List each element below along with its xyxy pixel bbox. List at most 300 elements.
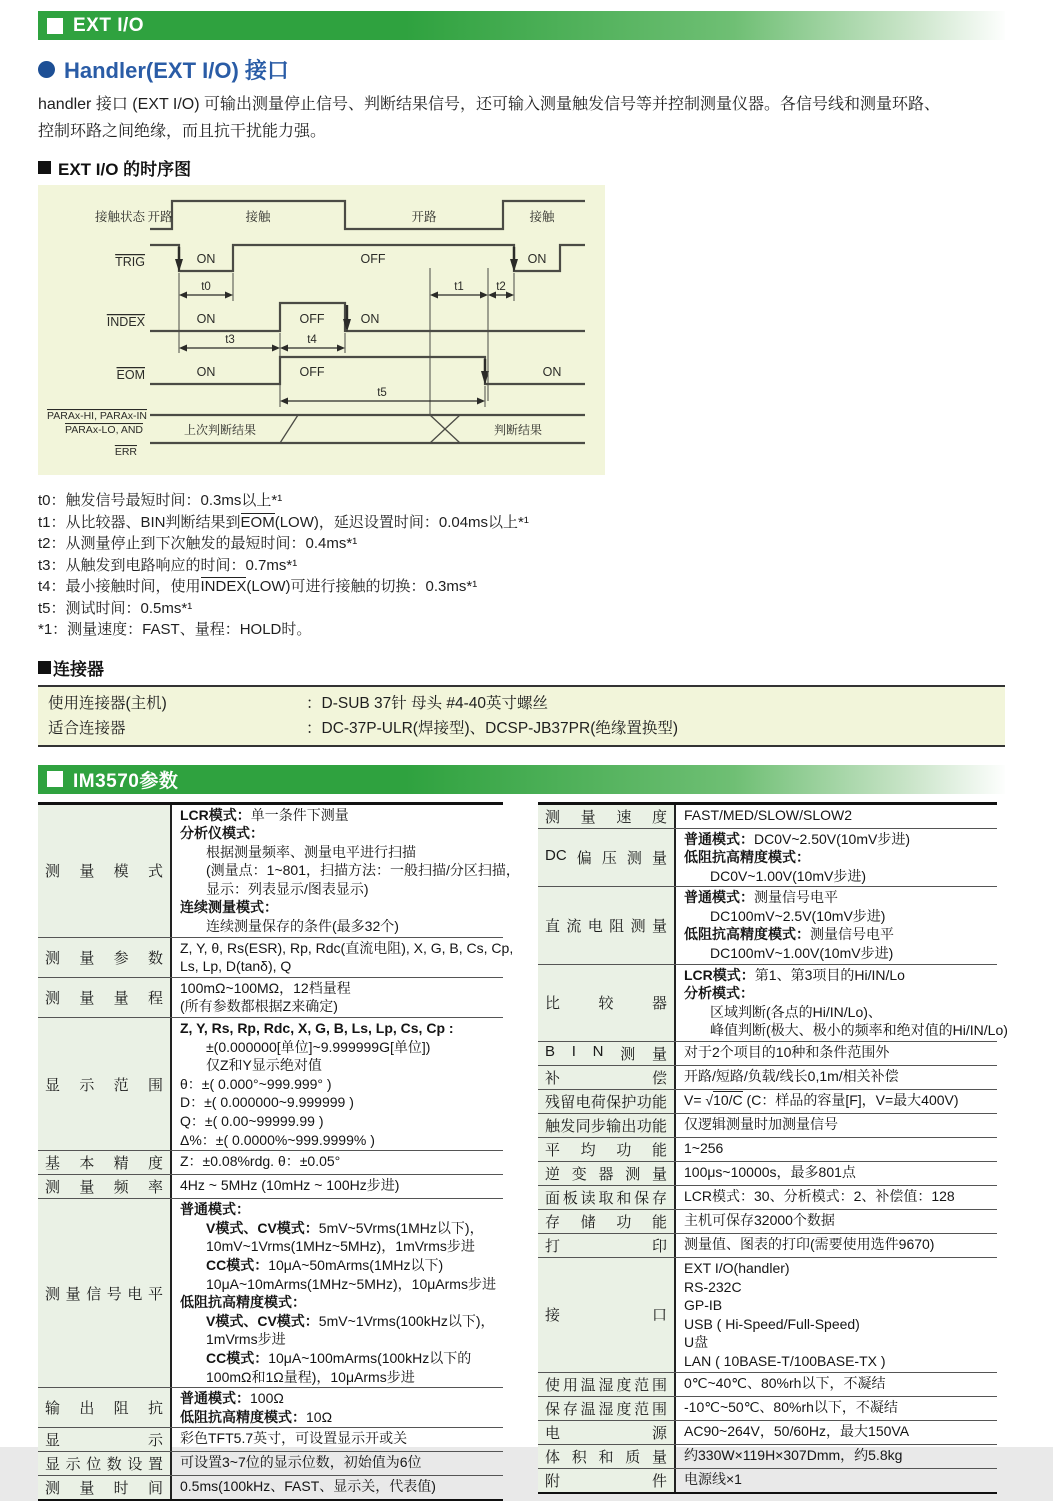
timing-notes: [38, 490, 1005, 641]
value-line: [684, 966, 1008, 985]
value-text: CC模式：: [206, 1257, 268, 1273]
value-line: [180, 1453, 495, 1472]
value-line: [684, 1021, 1008, 1040]
connector-heading-text: 连接器: [53, 655, 104, 680]
spec-row-value: [676, 1445, 997, 1468]
spec-row-label: [38, 1452, 172, 1475]
value-text: 低阻抗高精度模式：: [684, 849, 810, 865]
spec-row-value: [676, 1397, 997, 1420]
label-char: 基: [45, 1152, 60, 1173]
label-char: 电: [545, 1422, 560, 1443]
label-char: 能: [652, 1211, 667, 1232]
spec-row: [538, 1234, 997, 1258]
label-char: 保: [606, 1091, 621, 1112]
note-text: t4：最小接触时间，使用: [38, 578, 201, 595]
spec-row-label-text: [545, 1235, 667, 1256]
label-char: 精: [114, 1152, 129, 1173]
note-line: [38, 576, 1005, 598]
value-text: 约330W×119H×307Dmm，约5.8kg: [684, 1447, 902, 1463]
value-text: 普通模式：: [180, 1390, 250, 1406]
trig-off-label: OFF: [361, 252, 386, 266]
t2-label: t2: [496, 281, 506, 293]
label-char: 范: [114, 1074, 129, 1095]
spec-row: [538, 1114, 997, 1138]
value-text: 10μA~100mArms(100kHz以下的: [268, 1350, 471, 1366]
timing-diagram-heading: [38, 155, 1005, 180]
value-text: 开路/短路/负载/线长0,1m/相关补偿: [684, 1068, 899, 1084]
label-char: 示: [79, 1074, 94, 1095]
spec-row-label-text: [545, 1470, 667, 1491]
spec-row-label: [538, 1210, 676, 1233]
spec-row: [538, 1469, 997, 1492]
value-line: [684, 1003, 1008, 1022]
label-char: 量: [114, 987, 129, 1008]
value-line: [684, 925, 989, 944]
label-char: 电: [127, 1283, 142, 1304]
value-line: [180, 1093, 495, 1112]
label-char: 量: [652, 1163, 667, 1184]
value-line: [180, 939, 513, 958]
value-text: FAST/MED/SLOW/SLOW2: [684, 807, 852, 823]
value-line: [180, 1056, 495, 1075]
label-char: 测: [545, 806, 560, 827]
label-char: 压: [602, 847, 617, 868]
label-char: 量: [79, 987, 94, 1008]
value-line: [180, 824, 520, 843]
value-text: LCR模式：: [684, 967, 755, 983]
spec-table-right: [538, 802, 997, 1494]
label-char: 器: [598, 1163, 613, 1184]
value-text: 100mΩ~100MΩ，12档量程: [180, 980, 351, 996]
label-char: 功: [637, 1091, 652, 1112]
spec-row: [538, 805, 997, 829]
value-text: 仅逻辑测量时加测量信号: [684, 1116, 838, 1132]
value-text: 1~256: [684, 1140, 723, 1156]
label-char: 变: [572, 1163, 587, 1184]
label-char: 围: [148, 1074, 163, 1095]
spec-row: [538, 1210, 997, 1234]
spec-row-label: [38, 1175, 172, 1198]
value-line: [180, 1429, 495, 1448]
white-square-icon: [47, 18, 63, 34]
spec-row-label-text: [45, 1429, 163, 1450]
label-char: 保: [634, 1187, 649, 1208]
value-text: 10/C: [713, 1091, 743, 1108]
label-char: 程: [148, 987, 163, 1008]
spec-row-label-text: [545, 806, 667, 827]
label-char: 能: [652, 1139, 667, 1160]
trig-on1-label: ON: [197, 252, 216, 266]
note-text: t2：从测量停止到下次触发的最短时间：0.4ms*¹: [38, 535, 357, 552]
spec-row-value: [172, 1388, 503, 1427]
para-result-label: 判断结果: [494, 422, 542, 437]
spec-row-value: [676, 1234, 997, 1257]
value-line: [684, 1043, 989, 1062]
spec-row-value: [676, 805, 997, 828]
spec-row-label-text: [45, 860, 163, 881]
value-text: (所有参数都根据Z来确定): [180, 998, 338, 1014]
spec-row-value: [172, 1428, 503, 1451]
t5-label: t5: [377, 387, 387, 399]
contact-open2-label: 开路: [411, 210, 437, 224]
spec-row-label-text: [545, 1211, 667, 1232]
label-char: 数: [107, 1453, 122, 1474]
label-char: 出: [621, 1115, 636, 1136]
value-text: 10Ω: [306, 1409, 332, 1425]
label-char: 输: [606, 1115, 621, 1136]
value-text: 10mV~1Vrms(1MHz~5MHz)，1mVrms步进: [206, 1238, 475, 1254]
spec-row-label-text: [545, 1115, 667, 1136]
trig-on2-label: ON: [528, 252, 547, 266]
label-char: 号: [107, 1283, 122, 1304]
value-text: 显示：列表显示/图表显示): [206, 881, 369, 897]
label-char: 功: [616, 1139, 631, 1160]
value-text: V模式、CV模式：: [206, 1220, 319, 1236]
label-char: 印: [652, 1235, 667, 1256]
label-char: I: [572, 1043, 576, 1064]
label-char: 时: [114, 1477, 129, 1498]
value-line: [684, 1115, 989, 1134]
value-line: [684, 1315, 989, 1334]
value-line: [684, 867, 989, 886]
value-line: [684, 1374, 989, 1393]
spec-row-label-text: [545, 1043, 667, 1064]
label-char: 显: [45, 1453, 60, 1474]
spec-row: [538, 1421, 997, 1445]
spec-row-label: [538, 1234, 676, 1257]
label-char: 数: [148, 947, 163, 968]
value-line: [180, 898, 520, 917]
spec-row-label-text: [545, 1067, 667, 1088]
label-char: 湿: [598, 1398, 613, 1419]
value-text: 普通模式：: [180, 1201, 250, 1217]
value-line: [180, 1219, 496, 1238]
value-line: [180, 1312, 496, 1331]
contact-open1-label: 开路: [147, 210, 173, 224]
label-char: 读: [581, 1187, 596, 1208]
para-prev-label: 上次判断结果: [184, 422, 256, 437]
index-on1-label: ON: [197, 312, 216, 326]
label-char: 温: [581, 1398, 596, 1419]
value-text: 测量信号电平: [810, 926, 894, 942]
spec-row-label: [538, 1258, 676, 1372]
spec-row-label: [538, 1066, 676, 1089]
spec-row-label-text: [45, 1477, 163, 1498]
value-line: [180, 1368, 496, 1387]
spec-row-value: [172, 1151, 503, 1174]
label-char: 器: [652, 992, 667, 1013]
label-char: 接: [545, 1304, 560, 1325]
value-text: 测量信号电平: [754, 889, 838, 905]
spec-row-value: [172, 1452, 503, 1475]
value-text: V模式、CV模式：: [206, 1313, 319, 1329]
label-char: 测: [625, 1163, 640, 1184]
index-off-label: OFF: [300, 312, 325, 326]
label-char: 偿: [652, 1067, 667, 1088]
label-char: 度: [148, 1152, 163, 1173]
note-line: [38, 490, 1005, 512]
value-text: LAN ( 10BASE-T/100BASE-TX ): [684, 1353, 886, 1369]
spec-row-label: [538, 829, 676, 887]
spec-row: [38, 1452, 503, 1476]
value-line: [180, 1112, 495, 1131]
spec-row-label-text: [545, 915, 667, 936]
t4-label: t4: [307, 334, 317, 346]
label-char: 测: [627, 847, 642, 868]
label-char: 电: [576, 1091, 591, 1112]
spec-row-value: [676, 1373, 997, 1396]
spec-row-value: [172, 938, 521, 977]
value-line: [180, 917, 520, 936]
spec-row-label: [538, 1445, 676, 1468]
value-line: [180, 1075, 495, 1094]
spec-row-label: [538, 887, 676, 963]
signal-label-para-1: PARAx-HI, PARAx-IN: [47, 410, 147, 422]
value-text: 连续测量模式：: [180, 899, 278, 915]
spec-row-label: [538, 1469, 676, 1492]
label-char: 信: [86, 1283, 101, 1304]
value-text: 区域判断(各点的Hi/IN/Lo)、: [710, 1004, 882, 1020]
label-char: 和: [616, 1187, 631, 1208]
note-overlined-text: EOM: [241, 513, 275, 531]
label-char: 模: [114, 860, 129, 881]
value-line: [180, 1477, 495, 1496]
spec-row-label: [38, 1199, 172, 1387]
value-line: [180, 1131, 495, 1150]
spec-row-label-text: [45, 1176, 163, 1197]
value-line: [684, 1139, 989, 1158]
label-char: 测: [620, 1043, 635, 1064]
bullet-icon: [38, 61, 55, 78]
note-line: [38, 533, 1005, 555]
label-char: 偏: [577, 847, 592, 868]
label-char: 频: [114, 1176, 129, 1197]
label-char: 口: [652, 1304, 667, 1325]
contact-touch1-label: 接触: [245, 209, 271, 224]
value-text: 1mVrms步进: [206, 1331, 286, 1347]
value-line: [684, 1211, 989, 1230]
value-line: [684, 1163, 989, 1182]
label-char: 温: [581, 1374, 596, 1395]
spec-row-label-text: [45, 947, 163, 968]
timing-diagram: [38, 185, 605, 475]
spec-row: [538, 1258, 997, 1373]
black-square-icon: [38, 161, 51, 174]
value-text: Z, Y, Rs, Rp, Rdc, X, G, B, Ls, Lp, Cs, Cp :: [180, 1020, 454, 1036]
connector-heading: [38, 655, 1005, 680]
value-text: Ls, Lp, D(tanδ), Q: [180, 958, 291, 974]
label-char: 量: [652, 1446, 667, 1467]
value-line: [180, 997, 495, 1016]
label-char: 测: [45, 947, 60, 968]
spec-row: [538, 1090, 997, 1114]
label-char: 均: [581, 1139, 596, 1160]
note-text: t3：从触发到电路响应的时间：0.7ms*¹: [38, 557, 297, 574]
label-char: 残: [545, 1091, 560, 1112]
label-char: 量: [66, 1283, 81, 1304]
label-char: 功: [616, 1211, 631, 1232]
value-text: 可设置3~7位的显示位数，初始值为6位: [180, 1454, 422, 1470]
label-char: 平: [545, 1139, 560, 1160]
label-char: 量: [581, 806, 596, 827]
label-char: 范: [634, 1398, 649, 1419]
spec-row: [538, 965, 997, 1042]
contact-touch2-label: 接触: [529, 209, 555, 224]
value-line: [180, 1256, 496, 1275]
value-text: (测量点：1~801，扫描方法：一般扫描/分区扫描，: [206, 862, 520, 878]
spec-row: [538, 1397, 997, 1421]
label-char: DC: [545, 847, 567, 868]
spec-row-label-text: [545, 1422, 667, 1443]
description-line: handler 接口 (EXT I/O) 可输出测量停止信号、判断结果信号，还可输入测量触发信号等并控制测量仪器。各信号线和测量环路、: [38, 91, 1005, 118]
connector-row: [48, 716, 995, 741]
label-char: 测: [45, 1477, 60, 1498]
label-char: 量: [652, 915, 667, 936]
label-char: 积: [572, 1446, 587, 1467]
value-text: RS-232C: [684, 1279, 742, 1295]
spec-row-label-text: [545, 1139, 667, 1160]
spec-row-label: [538, 965, 676, 1041]
spec-row-label-text: [45, 1283, 163, 1304]
value-text: 0.5ms(100kHz、FAST、显示关，代表值): [180, 1478, 436, 1494]
t1-label: t1: [454, 281, 464, 293]
label-char: 逆: [545, 1163, 560, 1184]
value-line: [180, 861, 520, 880]
signal-label-index: INDEX: [107, 315, 146, 329]
label-char: 位: [86, 1453, 101, 1474]
spec-row-label: [38, 978, 172, 1017]
section-bar-im3570: [38, 765, 1005, 794]
value-text: θ：±( 0.000°~999.999° ): [180, 1076, 332, 1092]
spec-row-value: [676, 1066, 997, 1089]
label-char: 附: [545, 1470, 560, 1491]
spec-row-label: [538, 1421, 676, 1444]
label-char: 功: [637, 1115, 652, 1136]
spec-row-value: [676, 1210, 997, 1233]
value-line: [684, 1278, 989, 1297]
spec-row-label: [38, 1018, 172, 1150]
value-line: [684, 830, 989, 849]
spec-row-label: [38, 1388, 172, 1427]
value-line: [180, 1200, 496, 1219]
spec-row-value: [676, 1138, 997, 1161]
value-line: [180, 880, 520, 899]
label-char: 源: [652, 1422, 667, 1443]
value-line: [180, 1038, 495, 1057]
value-text: 普通模式：: [684, 889, 754, 905]
note-overlined-text: INDEX: [201, 577, 247, 595]
eom-off-label: OFF: [300, 365, 325, 379]
spec-row: [538, 887, 997, 964]
spec-row: [38, 1175, 503, 1199]
label-char: 留: [560, 1091, 575, 1112]
handler-heading-text: Handler(EXT I/O) 接口: [64, 54, 289, 85]
value-line: [180, 843, 520, 862]
label-char: 围: [652, 1374, 667, 1395]
value-text: GP-IB: [684, 1297, 722, 1313]
spec-row-label: [38, 1476, 172, 1499]
spec-row: [538, 1373, 997, 1397]
eom-on1-label: ON: [197, 365, 216, 379]
spec-row-label-text: [545, 1163, 667, 1184]
spec-row-label-text: [545, 992, 667, 1013]
signal-label-contact: 接触状态: [95, 209, 146, 224]
value-text: Q：±( 0.00~99999.99 ): [180, 1113, 324, 1129]
label-char: 取: [598, 1187, 613, 1208]
label-char: 设: [127, 1453, 142, 1474]
spec-row: [538, 829, 997, 888]
value-text: Z：±0.08%rdg. θ：±0.05°: [180, 1153, 340, 1169]
spec-row-label: [538, 1186, 676, 1209]
spec-tables: [38, 802, 1005, 1501]
value-line: [180, 1330, 496, 1349]
value-text: (C：样品的容量[F]，V=最大400V): [743, 1092, 959, 1108]
connector-table: [38, 685, 1005, 747]
connector-row-label: 适合连接器: [48, 716, 306, 741]
value-text: 低阻抗高精度模式：: [684, 926, 810, 942]
value-text: Z, Y, θ, Rs(ESR), Rp, Rdc(直流电阻), X, G, B, Cs, Cp,: [180, 940, 513, 956]
label-char: 存: [545, 1211, 560, 1232]
white-square-icon: [47, 771, 63, 787]
spec-row-value: [676, 829, 997, 887]
value-line: [684, 1422, 989, 1441]
label-char: 步: [591, 1115, 606, 1136]
label-char: 量: [79, 860, 94, 881]
label-char: 置: [148, 1453, 163, 1474]
value-text: 根据测量频率、测量电平进行扫描: [206, 844, 416, 860]
connector-row-label: 使用连接器(主机): [48, 691, 306, 716]
spec-row: [38, 938, 503, 978]
spec-row: [538, 1162, 997, 1186]
value-line: [180, 1275, 496, 1294]
spec-row-value: [676, 1469, 997, 1492]
value-text: 主机可保存32000个数据: [684, 1212, 835, 1228]
connector-row: [48, 691, 995, 716]
spec-row-label: [538, 1114, 676, 1137]
value-line: [684, 888, 989, 907]
connector-row-value: ：D-SUB 37针 母头 #4-40英寸螺丝: [306, 691, 548, 716]
spec-row-value: [676, 1186, 997, 1209]
value-line: [684, 907, 989, 926]
timing-diagram-heading-text: EXT I/O 的时序图: [58, 155, 191, 180]
label-char: 和: [598, 1446, 613, 1467]
label-char: 度: [616, 1374, 631, 1395]
label-char: 速: [616, 806, 631, 827]
label-char: 测: [45, 1283, 60, 1304]
label-char: 显: [45, 1074, 60, 1095]
note-line: [38, 512, 1005, 534]
spec-row: [38, 1199, 503, 1388]
t0-label: t0: [201, 281, 211, 293]
section-bar-title: IM3570参数: [73, 766, 178, 793]
spec-row-label: [538, 805, 676, 828]
note-text: (LOW)，延迟设置时间：0.04ms以上*¹: [275, 514, 529, 531]
label-char: 较: [598, 992, 613, 1013]
label-char: 阻: [609, 915, 624, 936]
value-line: [180, 1152, 495, 1171]
spec-row: [38, 978, 503, 1018]
value-line: [684, 806, 989, 825]
label-char: 流: [566, 915, 581, 936]
value-text: D：±( 0.000000~9.999999 ): [180, 1094, 354, 1110]
label-char: 面: [545, 1187, 560, 1208]
spec-table-left: [38, 802, 503, 1501]
spec-row-label-text: [545, 1446, 667, 1467]
label-char: 存: [563, 1398, 578, 1419]
label-char: 保: [545, 1398, 560, 1419]
value-line: [180, 1293, 496, 1312]
value-text: 5mV~1Vrms(100kHz以下)，: [319, 1313, 495, 1329]
